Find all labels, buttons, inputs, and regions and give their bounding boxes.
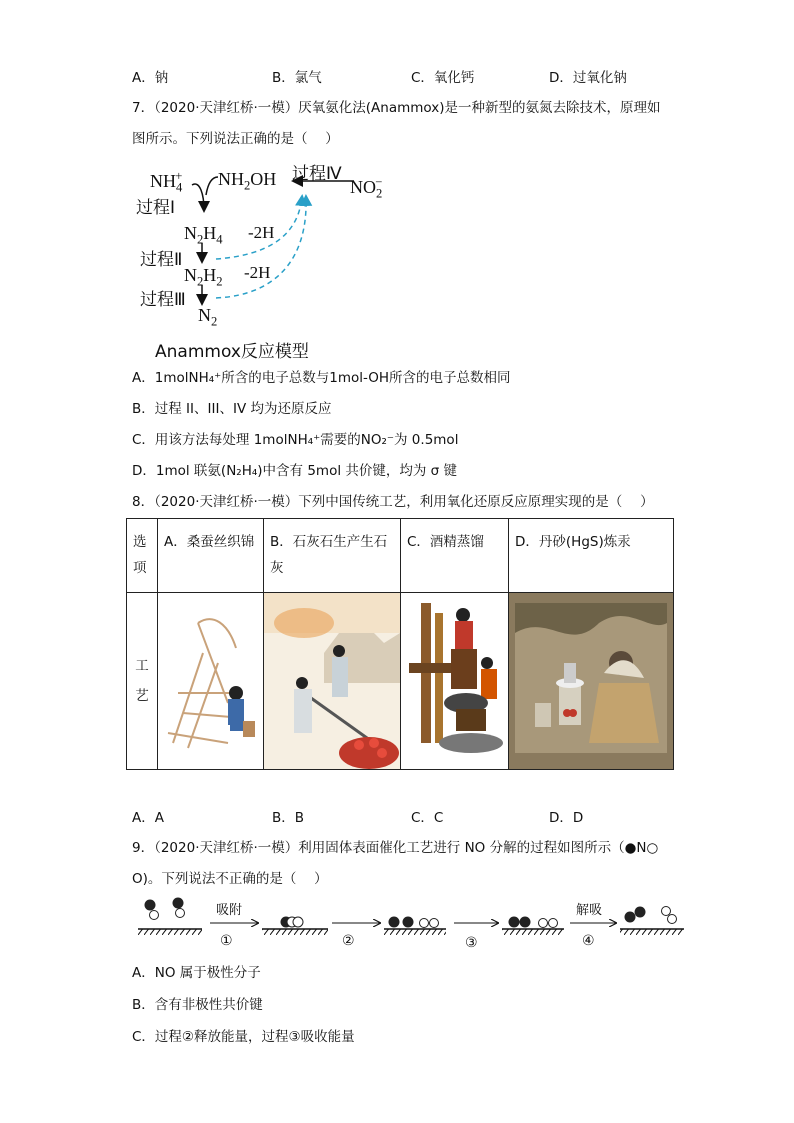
q8-image-row (127, 593, 674, 770)
dashed-arrow-a (216, 197, 302, 259)
q6-option-a: A．钠 (132, 70, 169, 86)
q8-stem: 8．（2020·天津红桥·一模）下列中国传统工艺，利用氧化还原反应原理实现的是（ ） (132, 494, 654, 510)
step-3-number: ③ (465, 935, 478, 951)
no2-label: $NO_2^-$ (350, 175, 383, 201)
q7-option-a: A．1molNH₄⁺所含的电子总数与1mol-OH所含的电子总数相同 (132, 370, 511, 386)
diagram-caption: Anammox反应模型 (155, 342, 309, 362)
q8-image-c (401, 593, 509, 770)
q9-stem-line1: 9．（2020·天津红桥·一模）利用固体表面催化工艺进行 NO 分解的过程如图所示（●N○ (132, 840, 659, 856)
q8-answer-a: A．A (132, 810, 164, 826)
process-1-label: 过程Ⅰ (136, 198, 176, 218)
q7-option-b: B．过程 II、III、IV 均为还原反应 (132, 401, 332, 417)
q8-answer-d: D．D (549, 810, 584, 826)
silk-weaving-illustration (158, 593, 263, 769)
stage-5 (620, 907, 684, 936)
q8-image-a (158, 593, 264, 770)
step-2-number: ② (342, 933, 355, 949)
stage-4 (502, 917, 564, 936)
q8-col-a: A．桑蚕丝织锦 (158, 519, 264, 593)
anammox-diagram (130, 155, 390, 360)
step-1-number: ① (220, 933, 233, 949)
q8-image-d (509, 593, 674, 770)
step-1-label: 吸附 (216, 903, 243, 918)
process-2-label: 过程Ⅱ (140, 250, 183, 270)
q7-option-d: D．1mol 联氨(N₂H₄)中含有 5mol 共价键，均为 σ 键 (132, 463, 458, 479)
minus-2h-label-a: -2H (248, 223, 275, 242)
step-4-number: ④ (582, 933, 595, 949)
q8-answer-b: B．B (272, 810, 305, 826)
q8-table (126, 518, 674, 770)
step-4-label: 解吸 (576, 903, 603, 918)
q9-option-a: A．NO 属于极性分子 (132, 965, 261, 981)
distillation-illustration (401, 593, 508, 769)
stage-1 (138, 898, 202, 936)
q8-image-b (264, 593, 401, 770)
minus-2h-label-b: -2H (244, 263, 271, 282)
dashed-arrow-b (216, 197, 306, 298)
q7-stem-line1: 7．（2020·天津红桥·一模）厌氧氨化法(Anammox)是一种新型的氨氮去除技术，原理如 (132, 100, 661, 116)
q8-header-row (127, 519, 674, 593)
lime-burning-illustration (264, 593, 400, 769)
q6-option-b: B．氯气 (272, 70, 322, 86)
process-4-label: 过程Ⅳ (292, 164, 342, 184)
q8-col-b: B．石灰石生产生石灰 (264, 519, 401, 593)
q8-header-label: 选项 (127, 519, 158, 593)
nh4-label: $NH_4^+$ (150, 169, 183, 195)
q9-stem-line2: O)。下列说法不正确的是（ ） (132, 871, 328, 887)
n2h2-label: $N_2H_2$ (184, 265, 223, 289)
n2h4-label: $N_2H_4$ (184, 223, 223, 247)
no-decomposition-diagram (132, 895, 692, 957)
q7-option-c: C．用该方法每处理 1molNH₄⁺需要的NO₂⁻为 0.5mol (132, 432, 459, 448)
stage-2 (262, 917, 328, 936)
q9-option-c: C．过程②释放能量，过程③吸收能量 (132, 1029, 355, 1045)
process-1-arrow (192, 184, 204, 210)
n2-label: $N_2$ (198, 305, 218, 329)
q6-option-c: C．氧化钙 (411, 70, 475, 86)
q8-row-label: 工艺 (127, 593, 158, 770)
q7-stem-line2: 图所示。下列说法正确的是（ ） (132, 131, 339, 147)
q8-col-c: C．酒精蒸馏 (401, 519, 509, 593)
q6-option-d: D．过氧化钠 (549, 70, 627, 86)
q9-option-b: B．含有非极性共价键 (132, 997, 263, 1013)
q8-answer-c: C．C (411, 810, 444, 826)
stage-3 (384, 917, 446, 936)
cinnabar-mercury-illustration (509, 593, 673, 769)
nh2oh-label: $NH_2OH$ (218, 169, 277, 193)
process-3-label: 过程Ⅲ (140, 290, 186, 310)
diagram-arrows (130, 155, 390, 360)
q8-col-d: D．丹砂(HgS)炼汞 (509, 519, 674, 593)
